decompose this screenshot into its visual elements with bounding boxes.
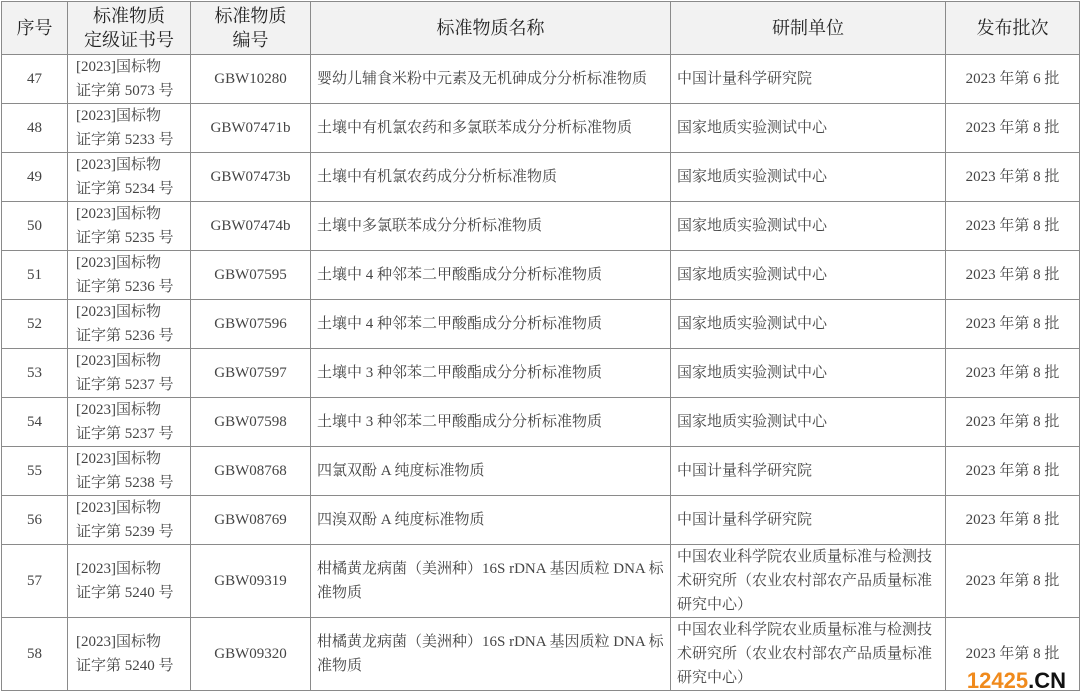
cell-name-text: 土壤中有机氯农药和多氯联苯成分分析标准物质: [317, 120, 633, 136]
cell-unit: [671, 202, 946, 251]
header-code: 标准物质 编号: [191, 2, 311, 55]
cell-no-text: 56: [27, 512, 42, 528]
cell-batch: [946, 251, 1080, 300]
header-unit: 研制单位: [671, 2, 946, 55]
cell-code: [191, 496, 311, 545]
cell-code: [191, 349, 311, 398]
cell-unit: [671, 300, 946, 349]
watermark-part1: 12425: [966, 668, 1029, 693]
cell-batch-text: 2023 年第 8 批: [965, 573, 1060, 589]
cell-batch-text: 2023 年第 8 批: [965, 169, 1060, 185]
cell-cert: [68, 300, 191, 349]
cell-name: [311, 545, 671, 618]
cell-code: [191, 300, 311, 349]
cell-batch-text: 2023 年第 8 批: [965, 120, 1060, 136]
table-row: [2, 55, 1080, 104]
cell-unit-text: 国家地质实验测试中心: [677, 120, 828, 136]
cell-unit-text: 国家地质实验测试中心: [677, 169, 828, 185]
cell-code: [191, 55, 311, 104]
cell-unit: [671, 251, 946, 300]
cell-unit: [671, 55, 946, 104]
cell-no: [2, 496, 68, 545]
cell-code: [191, 202, 311, 251]
cell-no-text: 50: [27, 218, 42, 234]
cell-cert-text: [2023]国标物: [76, 255, 161, 271]
cell-code: [191, 618, 311, 691]
cell-no-text: 51: [27, 267, 42, 283]
cell-code: [191, 104, 311, 153]
cell-cert-text: 证字第 5240 号: [76, 658, 174, 674]
cell-unit-text: 国家地质实验测试中心: [677, 267, 828, 283]
cell-no-text: 48: [27, 120, 42, 136]
cell-no: [2, 349, 68, 398]
cell-no: [2, 153, 68, 202]
cell-code-text: GBW07471b: [210, 120, 291, 136]
cell-unit: [671, 398, 946, 447]
cell-name-text: 四氯双酚 A 纯度标准物质: [317, 463, 485, 479]
cell-unit-text: 国家地质实验测试中心: [677, 414, 828, 430]
cell-name-text: 土壤中 3 种邻苯二甲酸酯成分分析标准物质: [317, 414, 603, 430]
cell-name-text: 柑橘黄龙病菌（美洲种）16S rDNA 基因质粒 DNA 标准物质: [317, 561, 664, 601]
cell-name: [311, 55, 671, 104]
cell-code-text: GBW07596: [214, 316, 287, 332]
cell-name: [311, 202, 671, 251]
cell-cert: [68, 398, 191, 447]
cell-batch: [946, 398, 1080, 447]
watermark-logo: [967, 668, 1066, 694]
cell-name-text: 四溴双酚 A 纯度标准物质: [317, 512, 485, 528]
cell-cert-text: [2023]国标物: [76, 634, 161, 650]
table-row: [2, 349, 1080, 398]
cell-batch-text: 2023 年第 8 批: [965, 512, 1060, 528]
cell-name-text: 柑橘黄龙病菌（美洲种）16S rDNA 基因质粒 DNA 标准物质: [317, 634, 664, 674]
header-no: [2, 2, 68, 55]
table-row: [2, 104, 1080, 153]
cell-code-text: GBW07597: [214, 365, 287, 381]
cell-code: [191, 251, 311, 300]
cell-cert: [68, 618, 191, 691]
cell-name-text: 婴幼儿辅食米粉中元素及无机砷成分分析标准物质: [317, 71, 648, 87]
cell-cert-text: 证字第 5239 号: [76, 524, 174, 540]
cell-cert-text: 证字第 5233 号: [76, 132, 174, 148]
cell-no-text: 55: [27, 463, 42, 479]
cell-code-text: GBW07598: [214, 414, 287, 430]
cell-unit: [671, 153, 946, 202]
cell-cert: [68, 202, 191, 251]
cell-name-text: 土壤中 3 种邻苯二甲酸酯成分分析标准物质: [317, 365, 603, 381]
table-row: [2, 496, 1080, 545]
cell-batch-text: 2023 年第 8 批: [965, 414, 1060, 430]
cell-cert: [68, 447, 191, 496]
cell-cert-text: 证字第 5235 号: [76, 230, 174, 246]
cell-no-text: 57: [27, 573, 42, 589]
cell-cert-text: [2023]国标物: [76, 451, 161, 467]
cell-unit: [671, 349, 946, 398]
table-row: [2, 618, 1080, 691]
cell-cert-text: [2023]国标物: [76, 353, 161, 369]
cell-unit-text: 中国农业科学院农业质量标准与检测技术研究所（农业农村部农产品质量标准研究中心）: [677, 549, 933, 613]
cell-cert: [68, 104, 191, 153]
cell-batch: [946, 104, 1080, 153]
cell-cert-text: [2023]国标物: [76, 304, 161, 320]
cell-cert: [68, 55, 191, 104]
cell-no-text: 49: [27, 169, 42, 185]
cell-no: [2, 447, 68, 496]
cell-no: [2, 545, 68, 618]
cell-batch-text: 2023 年第 8 批: [965, 365, 1060, 381]
table-row: [2, 251, 1080, 300]
cell-name-text: 土壤中 4 种邻苯二甲酸酯成分分析标准物质: [317, 316, 603, 332]
cell-batch-text: 2023 年第 8 批: [965, 267, 1060, 283]
cell-no-text: 53: [27, 365, 42, 381]
cell-unit-text: 国家地质实验测试中心: [677, 365, 828, 381]
cell-cert: [68, 545, 191, 618]
header-cert: 标准物质 定级证书号: [68, 2, 191, 55]
cell-unit: [671, 545, 946, 618]
watermark-part2: .CN: [1028, 668, 1066, 693]
cell-name: [311, 496, 671, 545]
cell-name: [311, 618, 671, 691]
table-row: [2, 447, 1080, 496]
cell-unit-text: 中国计量科学研究院: [677, 463, 813, 479]
cell-batch: [946, 447, 1080, 496]
cell-batch: [946, 545, 1080, 618]
cell-cert: [68, 153, 191, 202]
cell-cert-text: 证字第 5236 号: [76, 328, 174, 344]
cell-cert-text: [2023]国标物: [76, 206, 161, 222]
cell-cert-text: 证字第 5236 号: [76, 279, 174, 295]
cell-no: [2, 300, 68, 349]
cell-name: [311, 104, 671, 153]
cell-batch-text: 2023 年第 6 批: [965, 71, 1060, 87]
cell-cert-text: [2023]国标物: [76, 402, 161, 418]
header-batch: 发布批次: [946, 2, 1080, 55]
cell-code: [191, 153, 311, 202]
cell-code-text: GBW08768: [214, 463, 287, 479]
cell-batch-text: 2023 年第 8 批: [965, 646, 1060, 662]
cell-name: [311, 349, 671, 398]
cell-cert-text: [2023]国标物: [76, 108, 161, 124]
cell-code-text: GBW08769: [214, 512, 287, 528]
cell-name: [311, 300, 671, 349]
cell-cert: [68, 349, 191, 398]
cell-unit-text: 国家地质实验测试中心: [677, 218, 828, 234]
table-row: [2, 398, 1080, 447]
cell-batch: [946, 300, 1080, 349]
cell-code-text: GBW09320: [214, 646, 287, 662]
cell-unit: [671, 618, 946, 691]
cell-no: [2, 251, 68, 300]
cell-cert-text: 证字第 5237 号: [76, 426, 174, 442]
cell-batch: [946, 202, 1080, 251]
cell-cert-text: [2023]国标物: [76, 157, 161, 173]
cell-code: [191, 447, 311, 496]
cell-cert-text: 证字第 5073 号: [76, 83, 174, 99]
cell-batch-text: 2023 年第 8 批: [965, 463, 1060, 479]
cell-unit: [671, 104, 946, 153]
cell-cert-text: [2023]国标物: [76, 500, 161, 516]
cell-batch-text: 2023 年第 8 批: [965, 218, 1060, 234]
cell-cert: [68, 496, 191, 545]
cell-cert-text: [2023]国标物: [76, 59, 161, 75]
cell-code: [191, 545, 311, 618]
cell-code-text: GBW07473b: [210, 169, 291, 185]
cell-cert-text: 证字第 5238 号: [76, 475, 174, 491]
cell-batch: [946, 153, 1080, 202]
cell-unit-text: 国家地质实验测试中心: [677, 316, 828, 332]
cell-no: [2, 202, 68, 251]
cell-code-text: GBW07474b: [210, 218, 291, 234]
cell-batch: [946, 496, 1080, 545]
table-row: [2, 545, 1080, 618]
cell-cert-text: 证字第 5240 号: [76, 585, 174, 601]
cell-code-text: GBW10280: [214, 71, 287, 87]
cell-unit-text: 中国计量科学研究院: [677, 71, 813, 87]
cell-no: [2, 55, 68, 104]
header-label: 序号: [16, 18, 53, 38]
cell-cert-text: 证字第 5234 号: [76, 181, 174, 197]
table-row: [2, 153, 1080, 202]
cell-no-text: 52: [27, 316, 42, 332]
header-row: [2, 2, 1080, 55]
cell-unit: [671, 496, 946, 545]
cell-cert-text: [2023]国标物: [76, 561, 161, 577]
cell-code: [191, 398, 311, 447]
cell-batch: [946, 55, 1080, 104]
table-row: [2, 300, 1080, 349]
cell-no: [2, 398, 68, 447]
cell-no-text: 47: [27, 71, 42, 87]
cell-unit-text: 中国计量科学研究院: [677, 512, 813, 528]
header-name: 标准物质名称: [311, 2, 671, 55]
table-row: [2, 202, 1080, 251]
cell-name: [311, 251, 671, 300]
cell-no: [2, 618, 68, 691]
cell-code-text: GBW09319: [214, 573, 287, 589]
cell-unit: [671, 447, 946, 496]
cell-cert-text: 证字第 5237 号: [76, 377, 174, 393]
cell-batch: [946, 349, 1080, 398]
cell-name-text: 土壤中 4 种邻苯二甲酸酯成分分析标准物质: [317, 267, 603, 283]
cell-name: [311, 447, 671, 496]
cell-name-text: 土壤中多氯联苯成分分析标准物质: [317, 218, 543, 234]
cell-unit-text: 中国农业科学院农业质量标准与检测技术研究所（农业农村部农产品质量标准研究中心）: [677, 622, 933, 686]
cell-name: [311, 398, 671, 447]
standard-materials-table: [1, 1, 1080, 691]
cell-batch-text: 2023 年第 8 批: [965, 316, 1060, 332]
cell-no-text: 54: [27, 414, 42, 430]
cell-name-text: 土壤中有机氯农药成分分析标准物质: [317, 169, 558, 185]
cell-name: [311, 153, 671, 202]
cell-no: [2, 104, 68, 153]
cell-code-text: GBW07595: [214, 267, 287, 283]
cell-cert: [68, 251, 191, 300]
cell-no-text: 58: [27, 646, 42, 662]
